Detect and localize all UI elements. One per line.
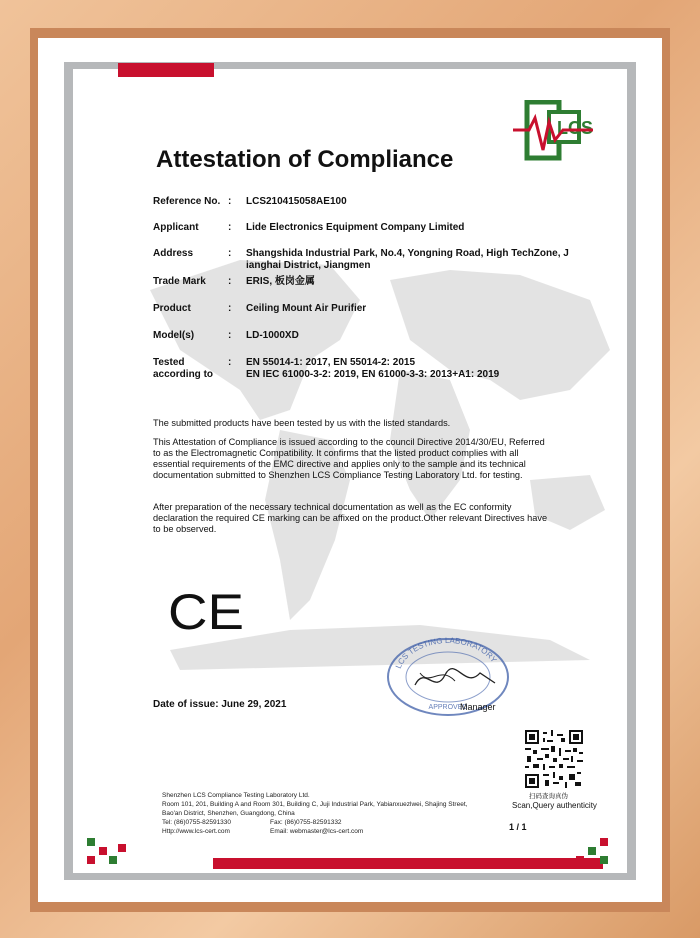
field-colon: :: [228, 248, 232, 259]
ce-mark-text: CE: [168, 585, 244, 635]
field-colon: :: [228, 276, 232, 287]
field-value: Ceiling Mount Air Purifier: [246, 303, 367, 314]
field-label: Reference No.: [153, 196, 221, 207]
field-colon: :: [228, 357, 232, 368]
issue-date: Date of issue: June 29, 2021: [153, 699, 287, 710]
field-value: Shangshida Industrial Park, No.4, Yongning Road, High TechZone, Jianghai District, Jiangmen: [246, 248, 569, 271]
page-number: 1 / 1: [509, 822, 527, 832]
manager-label: Manager: [460, 702, 496, 712]
lcs-logo: [513, 100, 593, 162]
field-value: ERIS, 板岗金属: [246, 276, 315, 287]
field-value: [246, 357, 586, 381]
svg-text:LCS TESTING LABORATORY: [394, 636, 499, 670]
ce-mark: [168, 585, 246, 635]
field-value: LD-1000XD: [246, 330, 299, 341]
field-value: LCS210415058AE100: [246, 196, 347, 207]
bottom-red-bar: [213, 858, 603, 869]
qr-label-cn: 扫码查询真伪: [529, 793, 568, 800]
footer-tel: Tel: (86)0755-82591330: [162, 819, 232, 826]
field-label: Trade Mark: [153, 276, 206, 287]
logo-letter: LCS: [557, 118, 593, 138]
corner-square: [600, 856, 608, 864]
top-red-tab: [118, 63, 214, 77]
qr-label-en: Scan,Query authenticity: [512, 801, 597, 810]
field-colon: :: [228, 196, 232, 207]
corner-square: [600, 838, 608, 846]
footer-address-line: Room 101, 201, Building A and Room 301, Building C, Juji Industrial Park, Yabianxuezlwei, Shajing Street,: [162, 801, 468, 808]
stamp-text: LCS TESTING LABORATORY: [393, 635, 499, 670]
stamp-bottom-text: APPROVED: [428, 704, 468, 711]
field-colon: :: [228, 303, 232, 314]
field-label: Applicant: [153, 222, 199, 233]
qr-code[interactable]: [525, 730, 583, 788]
footer-address-line: Bao'an District, Shenzhen, Guangdong, China: [162, 810, 295, 817]
field-label: Product: [153, 303, 191, 314]
field-colon: :: [228, 222, 232, 233]
paragraph-tested: The submitted products have been tested by us with the listed standards.: [153, 418, 451, 428]
field-label: Model(s): [153, 330, 195, 341]
corner-square: [118, 844, 126, 852]
paragraph-ce-marking: After preparation of the necessary technical documentation as well as the EC conformity declaration the required CE marking can be affixed on the product.Other relevant Directives have to be observed.: [153, 502, 548, 534]
footer-website[interactable]: Http://www.lcs-cert.com: [162, 828, 230, 835]
field-label: Tested according to: [153, 357, 214, 380]
corner-square: [576, 856, 584, 864]
field-colon: :: [228, 330, 232, 341]
footer-fax: Fax: (86)0755-82591332: [270, 819, 342, 826]
field-value: Lide Electronics Equipment Company Limited: [246, 222, 465, 233]
field-label: Address: [153, 248, 194, 259]
paragraph-attestation: This Attestation of Compliance is issued according to the council Directive 2014/30/EU, Referred to as the Electromagnetic Compatibility. It confirms that the listed product complies with all essential requirements of the EMC directive and applies only to the sample and its technical documentation submitted to Shenzhen LCS Compliance Testing Laboratory Ltd. for testing.: [153, 437, 545, 480]
corner-square: [87, 838, 95, 846]
footer-email[interactable]: Email: webmaster@lcs-cert.com: [270, 828, 364, 835]
footer-company: Shenzhen LCS Compliance Testing Laboratory Ltd.: [162, 792, 310, 799]
corner-square: [588, 847, 596, 855]
corner-square: [87, 856, 95, 864]
certificate-title: Attestation of Compliance: [156, 146, 454, 173]
corner-square: [99, 847, 107, 855]
standard-line: EN IEC 61000-3-2: 2019, EN 61000-3-3: 2013+A1: 2019: [246, 369, 500, 380]
standard-line: EN 55014-1: 2017, EN 55014-2: 2015: [246, 357, 416, 368]
corner-square: [109, 856, 117, 864]
